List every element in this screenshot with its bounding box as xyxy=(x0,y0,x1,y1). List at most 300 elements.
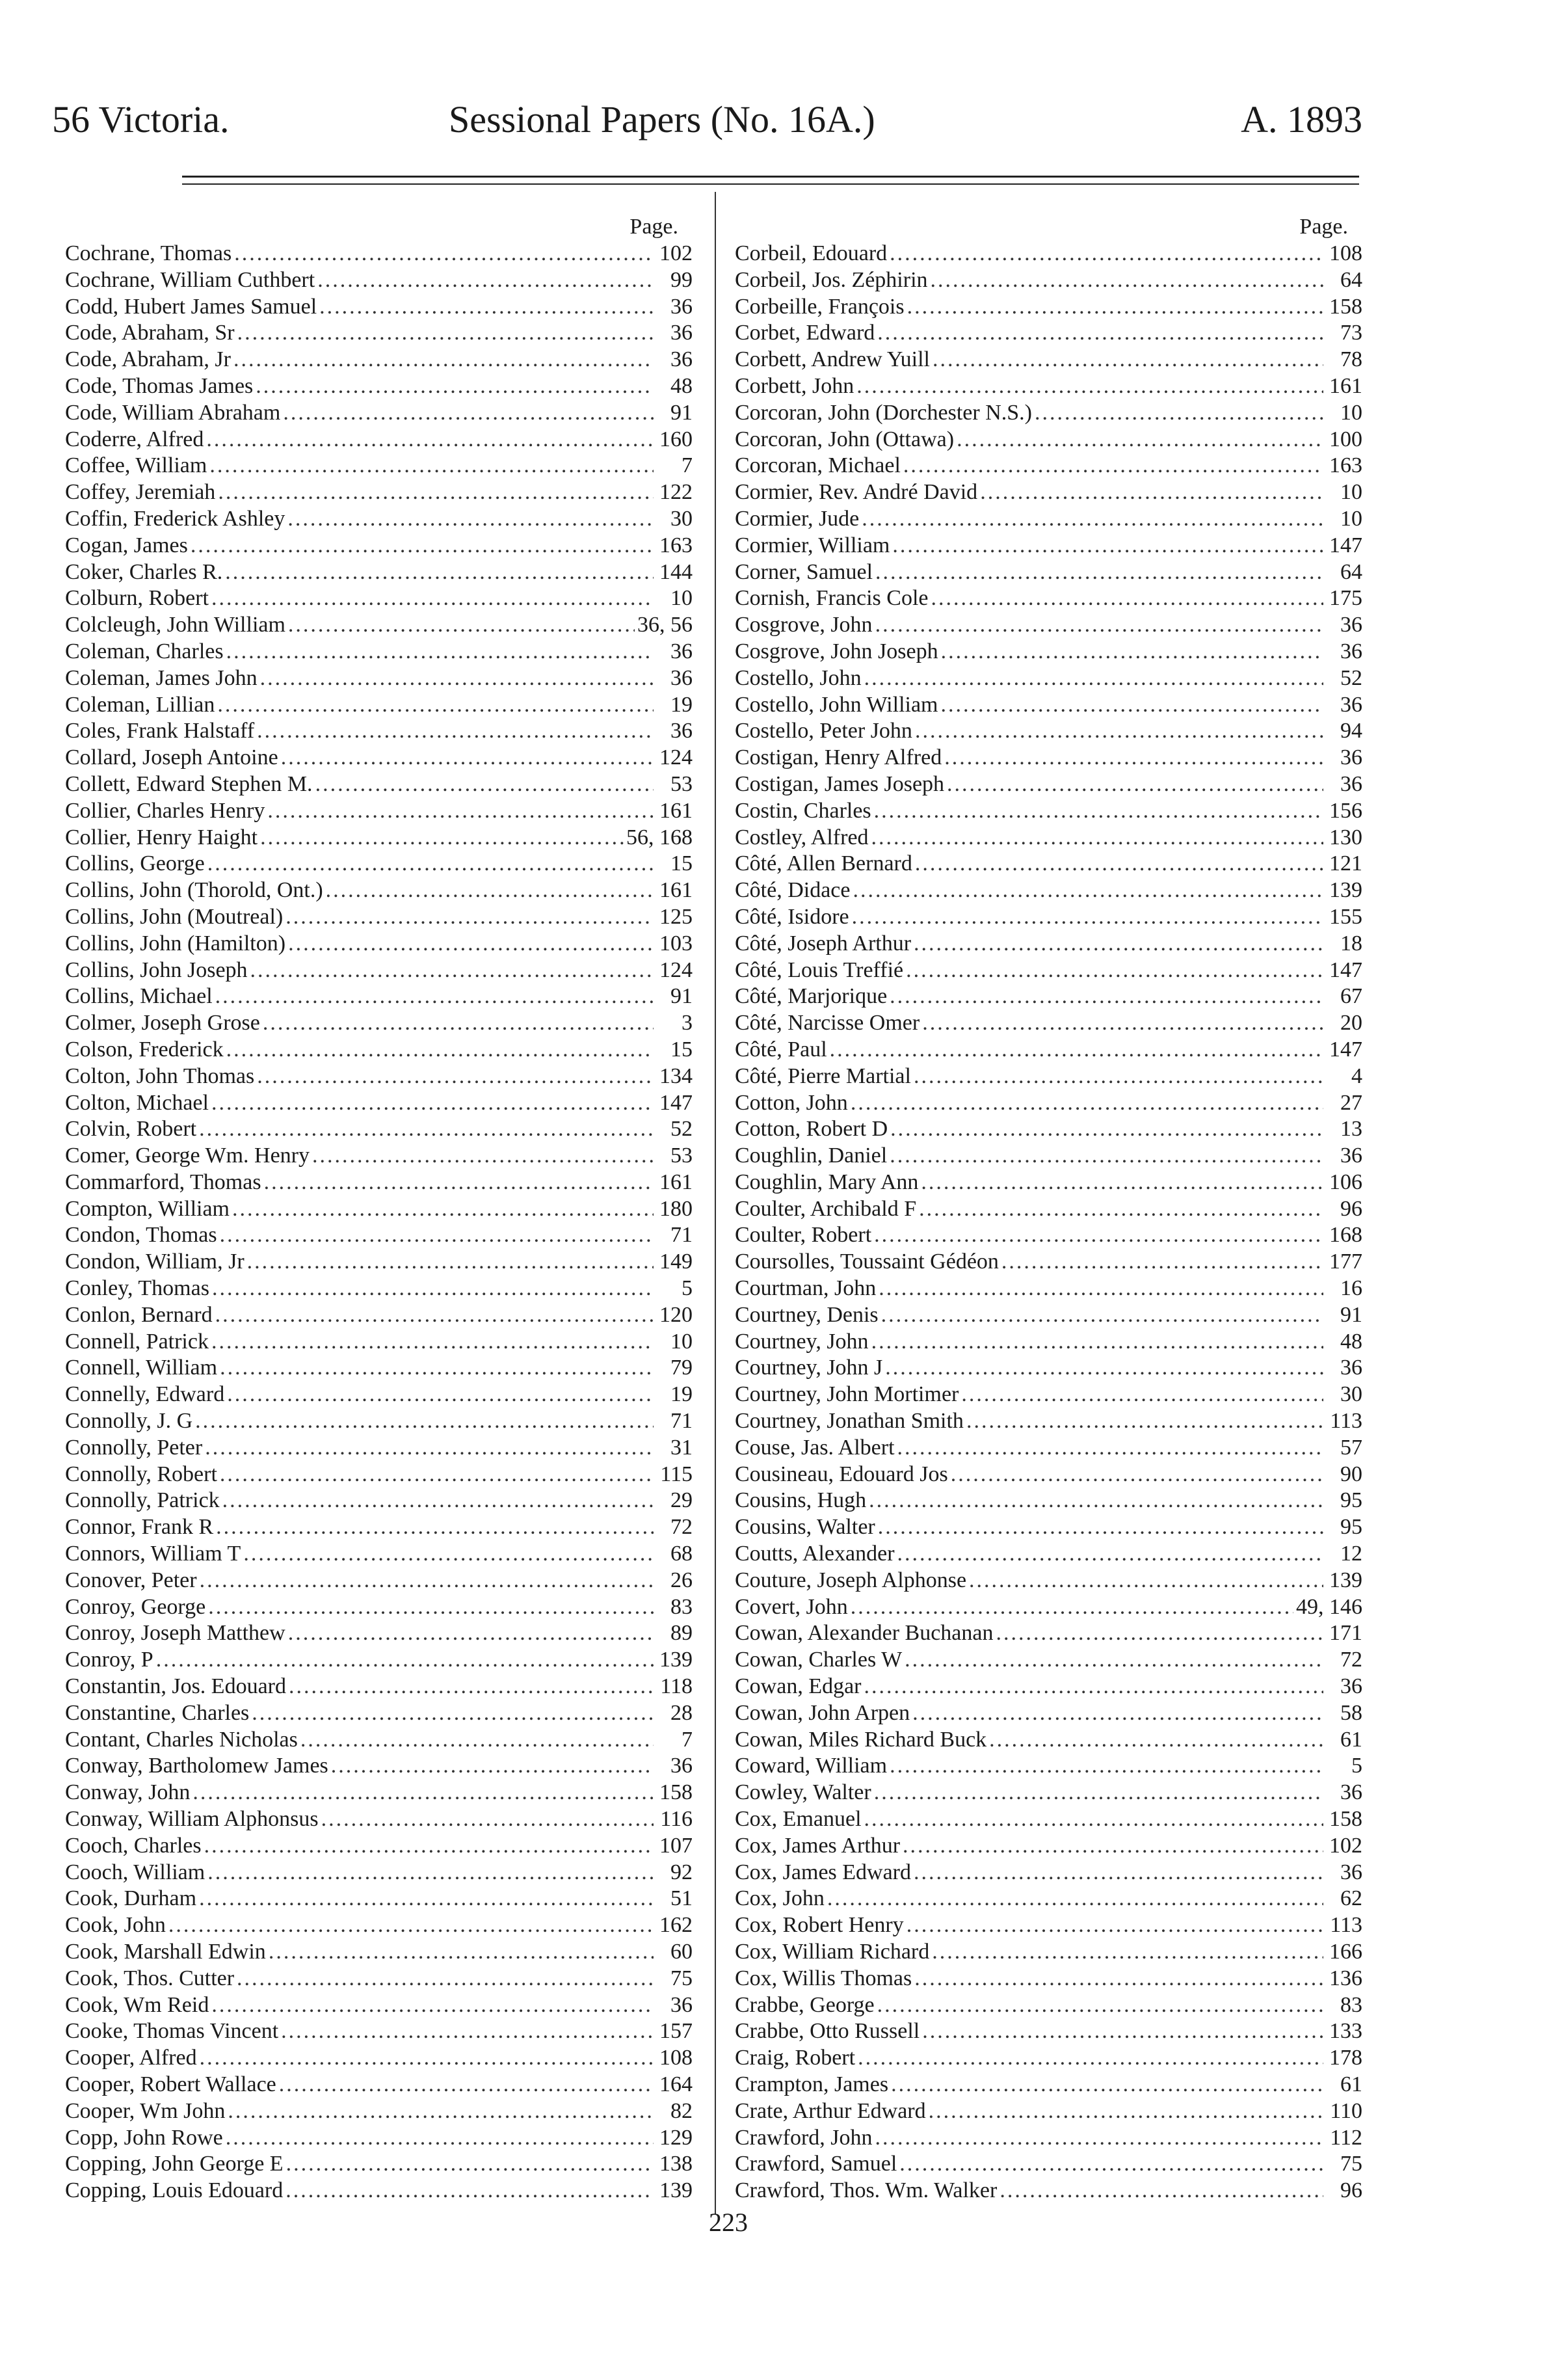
index-entry xyxy=(65,1860,693,1886)
index-entry xyxy=(65,1329,693,1356)
entry-name: Connelly, Edward xyxy=(65,1382,225,1407)
dot-leader xyxy=(1035,400,1323,427)
dot-leader xyxy=(315,771,654,798)
entry-page: 120 xyxy=(659,1302,693,1327)
entry-name: Coffin, Frederick Ashley xyxy=(65,506,285,531)
dot-leader xyxy=(317,267,654,294)
index-entry xyxy=(65,1382,693,1408)
index-entry xyxy=(65,1143,693,1170)
entry-name: Cox, Willis Thomas xyxy=(735,1966,912,1990)
dot-leader xyxy=(907,294,1323,321)
entry-page: 36 xyxy=(1340,1143,1362,1168)
entry-name: Copping, Louis Edouard xyxy=(65,2178,284,2203)
dot-leader xyxy=(875,559,1323,586)
index-entry xyxy=(735,983,1362,1010)
entry-page: 12 xyxy=(1340,1542,1362,1566)
entry-page: 102 xyxy=(659,241,693,265)
entry-name: Cormier, Rev. André David xyxy=(735,480,978,505)
entry-name: Conroy, P xyxy=(65,1648,153,1672)
index-entry xyxy=(65,1355,693,1382)
entry-page: 171 xyxy=(1329,1621,1362,1646)
entry-name: Conlon, Bernard xyxy=(65,1302,213,1327)
entry-page: 107 xyxy=(659,1833,693,1858)
entry-name: Colson, Frederick xyxy=(65,1037,224,1062)
index-entry xyxy=(65,2151,693,2178)
entry-name: Crabbe, Otto Russell xyxy=(735,2019,920,2044)
entry-name: Costigan, James Joseph xyxy=(735,771,945,796)
entry-page: 82 xyxy=(670,2098,693,2123)
index-entry xyxy=(735,1992,1362,2019)
entry-page: 62 xyxy=(1340,1886,1362,1911)
entry-page: 92 xyxy=(670,1860,693,1884)
index-entry xyxy=(65,1886,693,1912)
entry-name: Cosgrove, John xyxy=(735,613,873,637)
entry-name: Code, William Abraham xyxy=(65,400,281,425)
entry-page: 4 xyxy=(1351,1063,1362,1088)
entry-name: Cox, John xyxy=(735,1886,825,1911)
entry-name: Cotton, John xyxy=(735,1090,848,1115)
dot-leader xyxy=(906,957,1323,984)
entry-name: Conway, William Alphonsus xyxy=(65,1807,319,1832)
entry-page: 94 xyxy=(1340,719,1362,743)
dot-leader xyxy=(211,1992,654,2019)
index-entry xyxy=(65,294,693,321)
entry-page: 49, 146 xyxy=(1296,1594,1362,1619)
index-entry xyxy=(65,1966,693,1992)
entry-page: 96 xyxy=(1340,1196,1362,1221)
entry-name: Cooper, Robert Wallace xyxy=(65,2072,276,2096)
entry-page: 139 xyxy=(659,1648,693,1672)
entry-page: 5 xyxy=(1351,1754,1362,1778)
index-entry xyxy=(65,2178,693,2204)
entry-name: Connolly, Robert xyxy=(65,1462,217,1486)
index-entry xyxy=(735,427,1362,453)
dot-leader xyxy=(890,983,1323,1010)
entry-page: 147 xyxy=(1329,533,1362,557)
dot-leader xyxy=(851,1090,1323,1117)
entry-name: Colcleugh, John William xyxy=(65,613,285,637)
dot-leader xyxy=(218,479,654,506)
index-entry xyxy=(735,400,1362,427)
dot-leader xyxy=(195,1408,654,1435)
entry-page: 161 xyxy=(659,798,693,823)
entry-name: Colburn, Robert xyxy=(65,586,209,611)
entry-page: 160 xyxy=(659,427,693,451)
dot-leader xyxy=(156,1647,654,1674)
entry-page: 36 xyxy=(670,1754,693,1778)
entry-name: Cochrane, Thomas xyxy=(65,241,232,265)
entry-page: 83 xyxy=(670,1594,693,1619)
entry-name: Cook, Thos. Cutter xyxy=(65,1966,235,1990)
dot-leader xyxy=(879,1276,1323,1302)
page-header xyxy=(52,98,1362,150)
entry-name: Constantin, Jos. Edouard xyxy=(65,1674,286,1699)
entry-page: 83 xyxy=(1340,1992,1362,2017)
entry-page: 180 xyxy=(659,1196,693,1221)
index-entry xyxy=(65,1727,693,1754)
dot-leader xyxy=(220,1355,654,1382)
entry-page: 36 xyxy=(670,347,693,372)
entry-page: 36 xyxy=(1340,692,1362,717)
entry-name: Corbet, Edward xyxy=(735,321,875,345)
entry-page: 18 xyxy=(1340,931,1362,956)
entry-name: Coffey, Jeremiah xyxy=(65,480,216,505)
entry-page: 95 xyxy=(1340,1515,1362,1540)
dot-leader xyxy=(830,1037,1323,1063)
dot-leader xyxy=(881,1302,1323,1329)
entry-page: 15 xyxy=(670,1037,693,1062)
entry-name: Code, Thomas James xyxy=(65,373,254,398)
dot-leader xyxy=(907,1912,1323,1939)
entry-name: Code, Abraham, Sr xyxy=(65,321,235,345)
dot-leader xyxy=(874,1780,1323,1806)
index-entry xyxy=(735,506,1362,533)
entry-page: 3 xyxy=(682,1011,693,1036)
index-entry xyxy=(735,1249,1362,1276)
index-entry xyxy=(65,1010,693,1037)
index-entry xyxy=(735,1329,1362,1356)
entry-name: Conway, John xyxy=(65,1780,191,1805)
index-entry xyxy=(65,1514,693,1541)
entry-name: Cooch, Charles xyxy=(65,1833,202,1858)
dot-leader xyxy=(234,241,654,267)
index-entry xyxy=(735,1116,1362,1143)
entry-page: 53 xyxy=(670,771,693,796)
dot-leader xyxy=(256,373,654,400)
dot-leader xyxy=(856,373,1323,400)
entry-page: 89 xyxy=(670,1621,693,1646)
entry-name: Corbeil, Edouard xyxy=(735,241,888,265)
entry-page: 175 xyxy=(1329,586,1362,611)
entry-page: 30 xyxy=(670,506,693,531)
index-entry xyxy=(735,1753,1362,1780)
index-entry xyxy=(735,957,1362,984)
entry-name: Côté, Joseph Arthur xyxy=(735,931,912,956)
dot-leader xyxy=(206,427,654,453)
entry-page: 7 xyxy=(682,453,693,478)
entry-name: Cousins, Walter xyxy=(735,1515,875,1540)
dot-leader xyxy=(877,320,1323,347)
dot-leader xyxy=(225,559,654,586)
entry-page: 79 xyxy=(670,1356,693,1380)
entry-page: 130 xyxy=(1329,825,1362,849)
entry-name: Condon, William, Jr xyxy=(65,1250,245,1274)
index-entry xyxy=(65,400,693,427)
entry-name: Corcoran, John (Ottawa) xyxy=(735,427,955,451)
entry-page: 26 xyxy=(670,1568,693,1592)
dot-leader xyxy=(914,1063,1323,1090)
index-entry xyxy=(735,1594,1362,1621)
dot-leader xyxy=(1001,1249,1323,1276)
dot-leader xyxy=(279,2072,654,2098)
entry-name: Conroy, George xyxy=(65,1594,206,1619)
index-entry xyxy=(735,267,1362,294)
dot-leader xyxy=(226,639,654,665)
entry-name: Couture, Joseph Alphonse xyxy=(735,1568,967,1592)
entry-name: Costello, John xyxy=(735,665,862,690)
entry-name: Cochrane, William Cuthbert xyxy=(65,267,315,292)
index-entry xyxy=(65,798,693,825)
dot-leader xyxy=(217,692,654,719)
index-entry xyxy=(65,1939,693,1966)
dot-leader xyxy=(892,533,1323,559)
dot-leader xyxy=(200,1568,654,1594)
dot-leader xyxy=(212,1276,654,1302)
index-entry xyxy=(65,1541,693,1568)
entry-page: 147 xyxy=(1329,1037,1362,1062)
index-entry xyxy=(735,612,1362,639)
entry-page: 75 xyxy=(1340,2152,1362,2176)
entry-name: Courtney, John J xyxy=(735,1356,883,1380)
index-entry xyxy=(65,2072,693,2098)
entry-name: Courtney, Denis xyxy=(735,1302,879,1327)
dot-leader xyxy=(890,241,1323,267)
entry-name: Coles, Frank Halstaff xyxy=(65,719,255,743)
dot-leader xyxy=(289,1674,654,1700)
index-entry xyxy=(735,1010,1362,1037)
entry-page: 115 xyxy=(660,1462,693,1486)
entry-page: 161 xyxy=(659,878,693,903)
entry-page: 10 xyxy=(1340,506,1362,531)
entry-name: Côté, Marjorique xyxy=(735,984,888,1009)
entry-name: Constantine, Charles xyxy=(65,1700,250,1725)
entry-name: Coward, William xyxy=(735,1754,888,1778)
entry-name: Cook, Wm Reid xyxy=(65,1992,209,2017)
index-entry xyxy=(65,533,693,559)
entry-name: Corner, Samuel xyxy=(735,559,873,584)
dot-leader xyxy=(874,1222,1323,1249)
index-entry xyxy=(735,1806,1362,1833)
dot-leader xyxy=(1000,2178,1323,2204)
entry-page: 36 xyxy=(670,1992,693,2017)
entry-name: Corcoran, John (Dorchester N.S.) xyxy=(735,400,1032,425)
entry-name: Connell, William xyxy=(65,1356,218,1380)
index-entry xyxy=(65,2018,693,2045)
entry-name: Connors, William T xyxy=(65,1542,241,1566)
dot-leader xyxy=(921,1170,1323,1196)
entry-name: Connolly, J. G xyxy=(65,1409,193,1434)
entry-page: 102 xyxy=(1329,1833,1362,1858)
dot-leader xyxy=(874,798,1323,825)
dot-leader xyxy=(281,2018,654,2045)
index-entry xyxy=(735,639,1362,665)
entry-name: Cooper, Wm John xyxy=(65,2098,226,2123)
dot-leader xyxy=(944,745,1323,771)
index-entry xyxy=(735,931,1362,957)
dot-leader xyxy=(897,1541,1323,1568)
index-entry xyxy=(735,1568,1362,1594)
dot-leader xyxy=(204,1833,654,1860)
dot-leader xyxy=(897,1435,1323,1462)
dot-leader xyxy=(263,1010,654,1037)
dot-leader xyxy=(207,851,654,877)
entry-name: Corbeil, Jos. Zéphirin xyxy=(735,267,928,292)
entry-name: Conway, Bartholomew James xyxy=(65,1754,328,1778)
entry-name: Coulter, Robert xyxy=(735,1223,872,1248)
entry-name: Corbett, John xyxy=(735,373,854,398)
index-entry xyxy=(735,1647,1362,1674)
index-entry xyxy=(735,585,1362,612)
entry-name: Colmer, Joseph Grose xyxy=(65,1011,260,1036)
entry-page: 91 xyxy=(1340,1302,1362,1327)
entry-name: Collier, Henry Haight xyxy=(65,825,258,849)
dot-leader xyxy=(207,1860,654,1886)
entry-page: 36 xyxy=(670,294,693,319)
dot-leader xyxy=(851,1594,1293,1621)
dot-leader xyxy=(228,2098,654,2125)
entry-page: 64 xyxy=(1340,559,1362,584)
entry-name: Connolly, Peter xyxy=(65,1435,203,1460)
index-entry xyxy=(735,825,1362,851)
index-entry xyxy=(65,904,693,931)
dot-leader xyxy=(286,2151,654,2178)
index-entry xyxy=(735,1780,1362,1806)
dot-leader xyxy=(237,320,654,347)
dot-leader xyxy=(191,533,654,559)
dot-leader xyxy=(891,2072,1323,2098)
dot-leader xyxy=(869,1488,1323,1514)
entry-name: Coleman, James John xyxy=(65,665,258,690)
entry-page: 144 xyxy=(659,559,693,584)
entry-page: 36, 56 xyxy=(637,613,693,637)
entry-page: 106 xyxy=(1329,1170,1362,1194)
dot-leader xyxy=(250,957,654,984)
dot-leader xyxy=(215,983,654,1010)
entry-page: 36 xyxy=(1340,1356,1362,1380)
dot-leader xyxy=(269,1939,654,1966)
dot-leader xyxy=(933,347,1323,373)
entry-page: 118 xyxy=(660,1674,693,1699)
entry-name: Coleman, Lillian xyxy=(65,692,215,717)
index-entry xyxy=(735,1222,1362,1249)
entry-name: Collins, John (Moutreal) xyxy=(65,904,284,929)
entry-name: Cooper, Alfred xyxy=(65,2046,197,2070)
entry-name: Cosgrove, John Joseph xyxy=(735,639,938,663)
index-entry xyxy=(65,1700,693,1727)
entry-page: 28 xyxy=(670,1700,693,1725)
index-entry xyxy=(735,2018,1362,2045)
index-entry xyxy=(65,692,693,719)
entry-name: Copping, John George E xyxy=(65,2152,284,2176)
entry-name: Cowan, Alexander Buchanan xyxy=(735,1621,994,1646)
index-entry xyxy=(65,506,693,533)
entry-name: Craig, Robert xyxy=(735,2046,856,2070)
dot-leader xyxy=(267,798,654,825)
index-entry xyxy=(735,1090,1362,1117)
entry-name: Côté, Pierre Martial xyxy=(735,1063,911,1088)
index-entry xyxy=(65,825,693,851)
entry-name: Costin, Charles xyxy=(735,798,871,823)
dot-leader xyxy=(957,427,1323,453)
page-column-label: Page. xyxy=(1299,215,1348,239)
index-entry xyxy=(65,1170,693,1196)
entry-name: Cox, Robert Henry xyxy=(735,1913,904,1938)
entry-name: Cormier, William xyxy=(735,533,890,557)
index-entry xyxy=(65,931,693,957)
index-entry xyxy=(65,745,693,771)
entry-page: 20 xyxy=(1340,1011,1362,1036)
entry-name: Coulter, Archibald F xyxy=(735,1196,917,1221)
entry-page: 31 xyxy=(670,1435,693,1460)
entry-page: 129 xyxy=(659,2125,693,2150)
entry-page: 52 xyxy=(1340,665,1362,690)
entry-name: Crabbe, George xyxy=(735,1992,875,2017)
index-entry xyxy=(735,1302,1362,1329)
dot-leader xyxy=(827,1886,1323,1912)
dot-leader xyxy=(211,585,654,612)
entry-name: Code, Abraham, Jr xyxy=(65,347,231,372)
index-column-left xyxy=(65,215,693,2204)
entry-name: Côté, Isidore xyxy=(735,904,849,929)
entry-name: Courtney, John Mortimer xyxy=(735,1382,959,1407)
dot-leader xyxy=(996,1620,1324,1647)
dot-leader xyxy=(877,1992,1323,2019)
index-entry xyxy=(65,612,693,639)
entry-page: 91 xyxy=(670,984,693,1009)
index-entry xyxy=(735,798,1362,825)
entry-name: Coutts, Alexander xyxy=(735,1542,895,1566)
dot-leader xyxy=(283,400,654,427)
entry-page: 108 xyxy=(659,2046,693,2070)
dot-leader xyxy=(200,2045,654,2072)
dot-leader xyxy=(947,771,1323,798)
entry-page: 125 xyxy=(659,904,693,929)
entry-name: Connell, Patrick xyxy=(65,1329,209,1354)
index-entry xyxy=(735,1939,1362,1966)
dot-leader xyxy=(232,1196,654,1223)
entry-name: Cox, James Arthur xyxy=(735,1833,901,1858)
entry-page: 100 xyxy=(1329,427,1362,451)
entry-page: 122 xyxy=(659,480,693,505)
index-entry xyxy=(735,559,1362,586)
index-entry xyxy=(65,2125,693,2152)
header-title: Sessional Papers (No. 16A.) xyxy=(449,98,875,140)
entry-name: Côté, Narcisse Omer xyxy=(735,1011,920,1036)
dot-leader xyxy=(929,2098,1323,2125)
entry-page: 53 xyxy=(670,1143,693,1168)
index-entry xyxy=(735,771,1362,798)
entry-page: 168 xyxy=(1329,1223,1362,1248)
index-entry xyxy=(735,1886,1362,1912)
entry-name: Collett, Edward Stephen M. xyxy=(65,771,313,796)
entry-name: Conley, Thomas xyxy=(65,1276,209,1301)
entry-page: 133 xyxy=(1329,2019,1362,2044)
entry-page: 110 xyxy=(1330,2098,1362,2123)
entry-page: 158 xyxy=(1329,294,1362,319)
entry-name: Collier, Charles Henry xyxy=(65,798,265,823)
entry-name: Crawford, John xyxy=(735,2125,873,2150)
index-entry xyxy=(735,851,1362,877)
dot-leader xyxy=(220,1222,654,1249)
index-entry xyxy=(65,1753,693,1780)
index-entry xyxy=(65,1435,693,1462)
entry-name: Codd, Hubert James Samuel xyxy=(65,294,317,319)
entry-page: 158 xyxy=(659,1780,693,1805)
entry-name: Connolly, Patrick xyxy=(65,1488,220,1513)
entry-name: Côté, Allen Bernard xyxy=(735,851,912,876)
entry-page: 48 xyxy=(670,373,693,398)
entry-page: 30 xyxy=(1340,1382,1362,1407)
entry-page: 10 xyxy=(670,586,693,611)
entry-name: Cook, John xyxy=(65,1913,166,1938)
entry-page: 113 xyxy=(1330,1913,1362,1938)
entry-name: Cormier, Jude xyxy=(735,506,860,531)
entry-page: 36 xyxy=(670,321,693,345)
index-entry xyxy=(735,1037,1362,1063)
dot-leader xyxy=(257,718,654,745)
dot-leader xyxy=(903,453,1323,479)
entry-name: Cotton, Robert D xyxy=(735,1117,888,1142)
